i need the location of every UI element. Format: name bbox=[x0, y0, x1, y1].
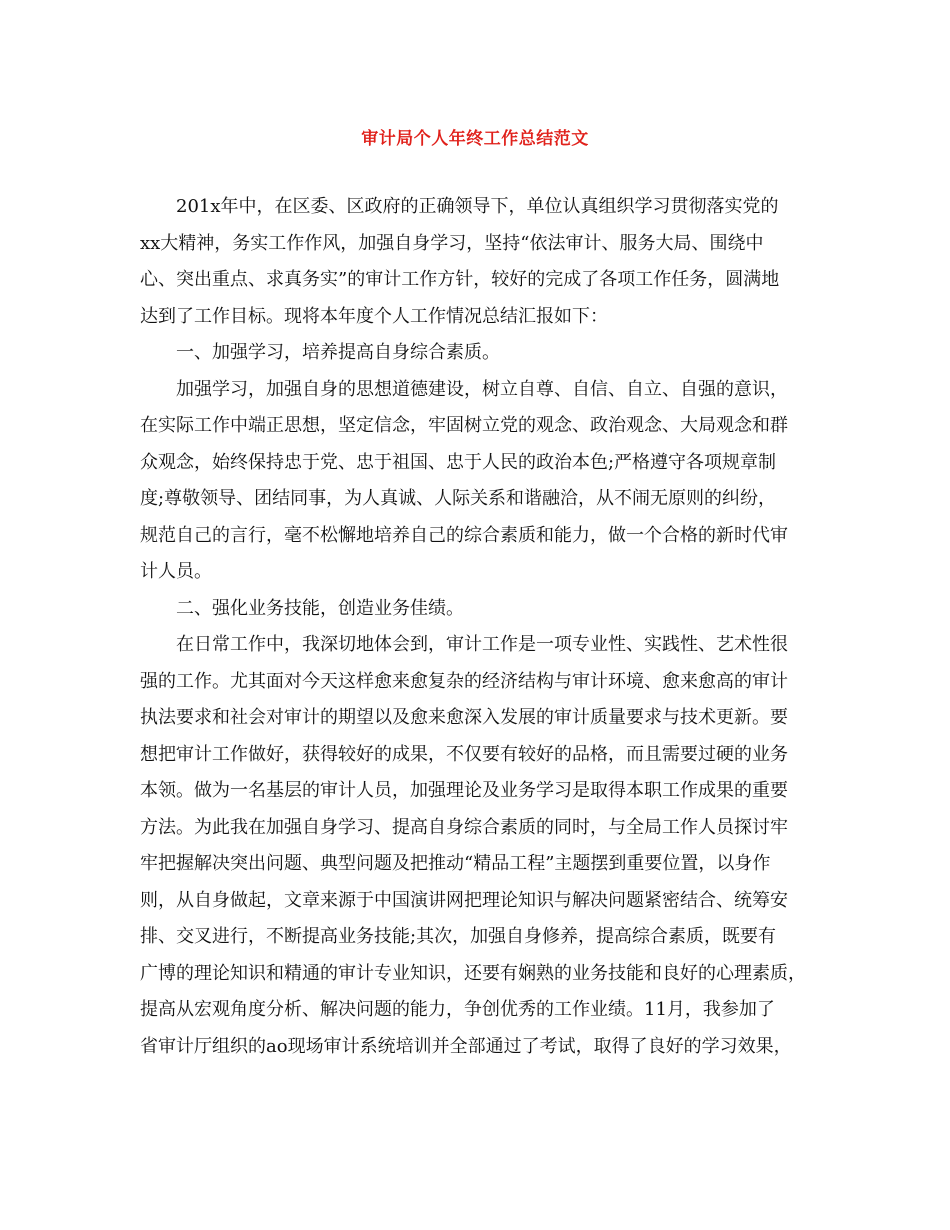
paragraph-line: 排、交叉进行，不断提高业务技能;其次，加强自身修养，提高综合素质，既要有 bbox=[140, 926, 777, 947]
paragraph-line: 度;尊敬领导、团结同事，为人真诚、人际关系和谐融洽，从不闹无原则的纠纷， bbox=[140, 488, 777, 509]
paragraph-line: 在实际工作中端正思想，坚定信念，牢固树立党的观念、政治观念、大局观念和群 bbox=[140, 415, 788, 436]
paragraph-line: xx大精神，务实工作作风，加强自身学习，坚持“依法审计、服务大局、围绕中 bbox=[140, 233, 764, 254]
paragraph-line: 达到了工作目标。现将本年度个人工作情况总结汇报如下： bbox=[140, 306, 608, 327]
paragraph-line: 计人员。 bbox=[140, 561, 212, 582]
paragraph-line: 执法要求和社会对审计的期望以及愈来愈深入发展的审计质量要求与技术更新。要 bbox=[140, 707, 788, 728]
paragraph-line: 强的工作。尤其面对今天这样愈来愈复杂的经济结构与审计环境、愈来愈高的审计 bbox=[140, 671, 788, 692]
paragraph-line: 本领。做为一名基层的审计人员，加强理论及业务学习是取得本职工作成果的重要 bbox=[140, 780, 788, 801]
paragraph-line: 则，从自身做起，文章来源于中国演讲网把理论知识与解决问题紧密结合、统筹安 bbox=[140, 890, 788, 911]
paragraph-line: 提高从宏观角度分析、解决问题的能力，争创优秀的工作业绩。11月，我参加了 bbox=[140, 999, 775, 1020]
paragraph-line: 加强学习，加强自身的思想道德建设，树立自尊、自信、自立、自强的意识， bbox=[176, 379, 788, 400]
paragraph-line: 方法。为此我在加强自身学习、提高自身综合素质的同时，与全局工作人员探讨牢 bbox=[140, 817, 788, 838]
paragraph-line: 规范自己的言行，毫不松懈地培养自己的综合素质和能力，做一个合格的新时代审 bbox=[140, 525, 788, 546]
paragraph-line: 想把审计工作做好，获得较好的成果，不仅要有较好的品格，而且需要过硬的业务 bbox=[140, 744, 788, 765]
paragraph-line: 一、加强学习，培养提高自身综合素质。 bbox=[176, 342, 500, 363]
paragraph-line: 牢把握解决突出问题、典型问题及把推动“精品工程”主题摆到重要位置，以身作 bbox=[140, 853, 771, 874]
paragraph-line: 201x年中，在区委、区政府的正确领导下，单位认真组织学习贯彻落实党的 bbox=[176, 196, 779, 217]
paragraph-line: 在日常工作中，我深切地体会到，审计工作是一项专业性、实践性、艺术性很 bbox=[176, 634, 788, 655]
paragraph-line: 众观念，始终保持忠于党、忠于祖国、忠于人民的政治本色;严格遵守各项规章制 bbox=[140, 452, 777, 473]
paragraph-line: 二、强化业务技能，创造业务佳绩。 bbox=[176, 598, 464, 619]
paragraph-line: 省审计厅组织的ao现场审计系统培训并全部通过了考试，取得了良好的学习效果， bbox=[140, 1036, 792, 1057]
document-title: 审计局个人年终工作总结范文 bbox=[361, 129, 589, 149]
paragraph-line: 心、突出重点、求真务实”的审计工作方针，较好的完成了各项工作任务，圆满地 bbox=[140, 269, 780, 290]
paragraph-line: 广博的理论知识和精通的审计专业知识，还要有娴熟的业务技能和良好的心理素质， bbox=[140, 963, 806, 984]
